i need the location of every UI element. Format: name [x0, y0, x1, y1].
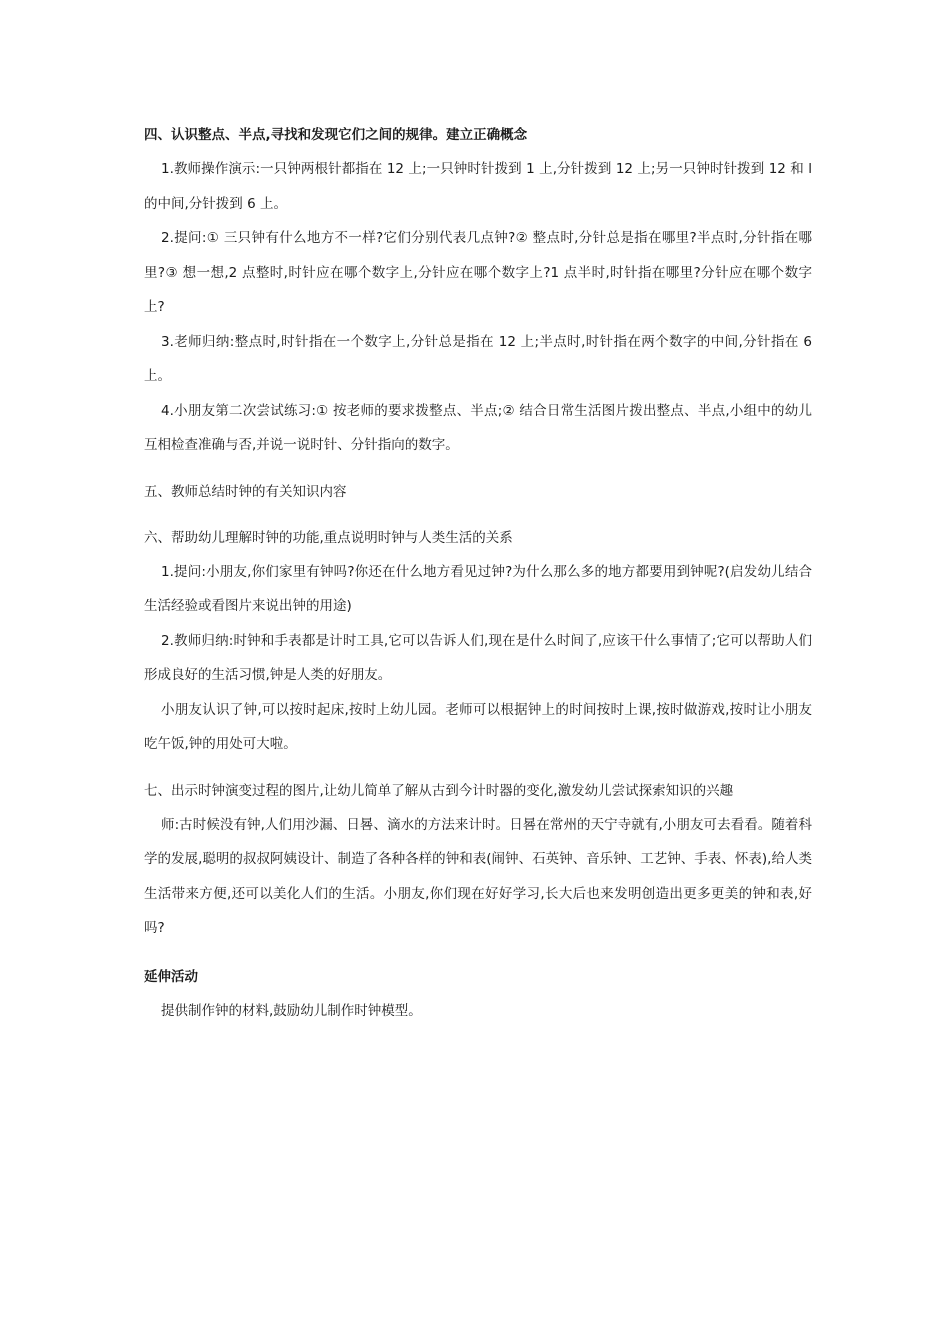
extension-title: 延伸活动 — [144, 968, 198, 985]
spacer — [144, 509, 812, 521]
section-4-item-2: 2.提问:① 三只钟有什么地方不一样?它们分别代表几点钟?② 整点时,分针总是指在哪里?半点时,分针指在哪里?③ 想一想,2 点整时,时针应在哪个数字上,分针应在哪个数字上?1 点半时,时针指在哪里?分针应在哪个数字上? — [144, 230, 812, 315]
section-6-item-3: 小朋友认识了钟,可以按时起床,按时上幼儿园。老师可以根据钟上的时间按时上课,按时做游戏,按时让小朋友吃午饭,钟的用处可大啦。 — [144, 701, 812, 752]
spacer — [144, 946, 812, 960]
document-page — [144, 118, 812, 1028]
section-7-text: 师:古时候没有钟,人们用沙漏、日晷、滴水的方法来计时。日晷在常州的天宁寺就有,小朋友可去看看。随着科学的发展,聪明的叔叔阿姨设计、制造了各种各样的钟和表(闹钟、石英钟、音乐钟、工艺钟、手表、怀表),给人类生活带来方便,还可以美化人们的生活。小朋友,你们现在好好学习,长大后也来发明创造出更多更美的钟和表,好吗? — [144, 816, 812, 936]
spacer — [144, 463, 812, 475]
spacer — [144, 762, 812, 774]
section-6-title: 六、帮助幼儿理解时钟的功能,重点说明时钟与人类生活的关系 — [144, 529, 513, 546]
section-7-title: 七、出示时钟演变过程的图片,让幼儿简单了解从古到今计时器的变化,激发幼儿尝试探索知识的兴趣 — [144, 782, 734, 799]
section-4-item-4: 4.小朋友第二次尝试练习:① 按老师的要求拨整点、半点;② 结合日常生活图片拨出整点、半点,小组中的幼儿互相检查准确与否,并说一说时针、分针指向的数字。 — [144, 402, 812, 453]
section-6-item-1: 1.提问:小朋友,你们家里有钟吗?你还在什么地方看见过钟?为什么那么多的地方都要用到钟呢?(启发幼儿结合生活经验或看图片来说出钟的用途) — [144, 563, 812, 614]
extension-text: 提供制作钟的材料,鼓励幼儿制作时钟模型。 — [161, 1002, 422, 1019]
section-6-item-2: 2.教师归纳:时钟和手表都是计时工具,它可以告诉人们,现在是什么时间了,应该干什么事情了;它可以帮助人们形成良好的生活习惯,钟是人类的好朋友。 — [144, 632, 812, 683]
section-4-item-3: 3.老师归纳:整点时,时针指在一个数字上,分针总是指在 12 上;半点时,时针指在两个数字的中间,分针指在 6 上。 — [144, 333, 812, 384]
section-4-title: 四、认识整点、半点,寻找和发现它们之间的规律。建立正确概念 — [144, 127, 528, 143]
section-5-title: 五、教师总结时钟的有关知识内容 — [144, 483, 347, 500]
section-4-item-1: 1.教师操作演示:一只钟两根针都指在 12 上;一只钟时针拨到 1 上,分针拨到 12 上;另一只钟时针拨到 12 和 l 的中间,分针拨到 6 上。 — [144, 161, 812, 212]
